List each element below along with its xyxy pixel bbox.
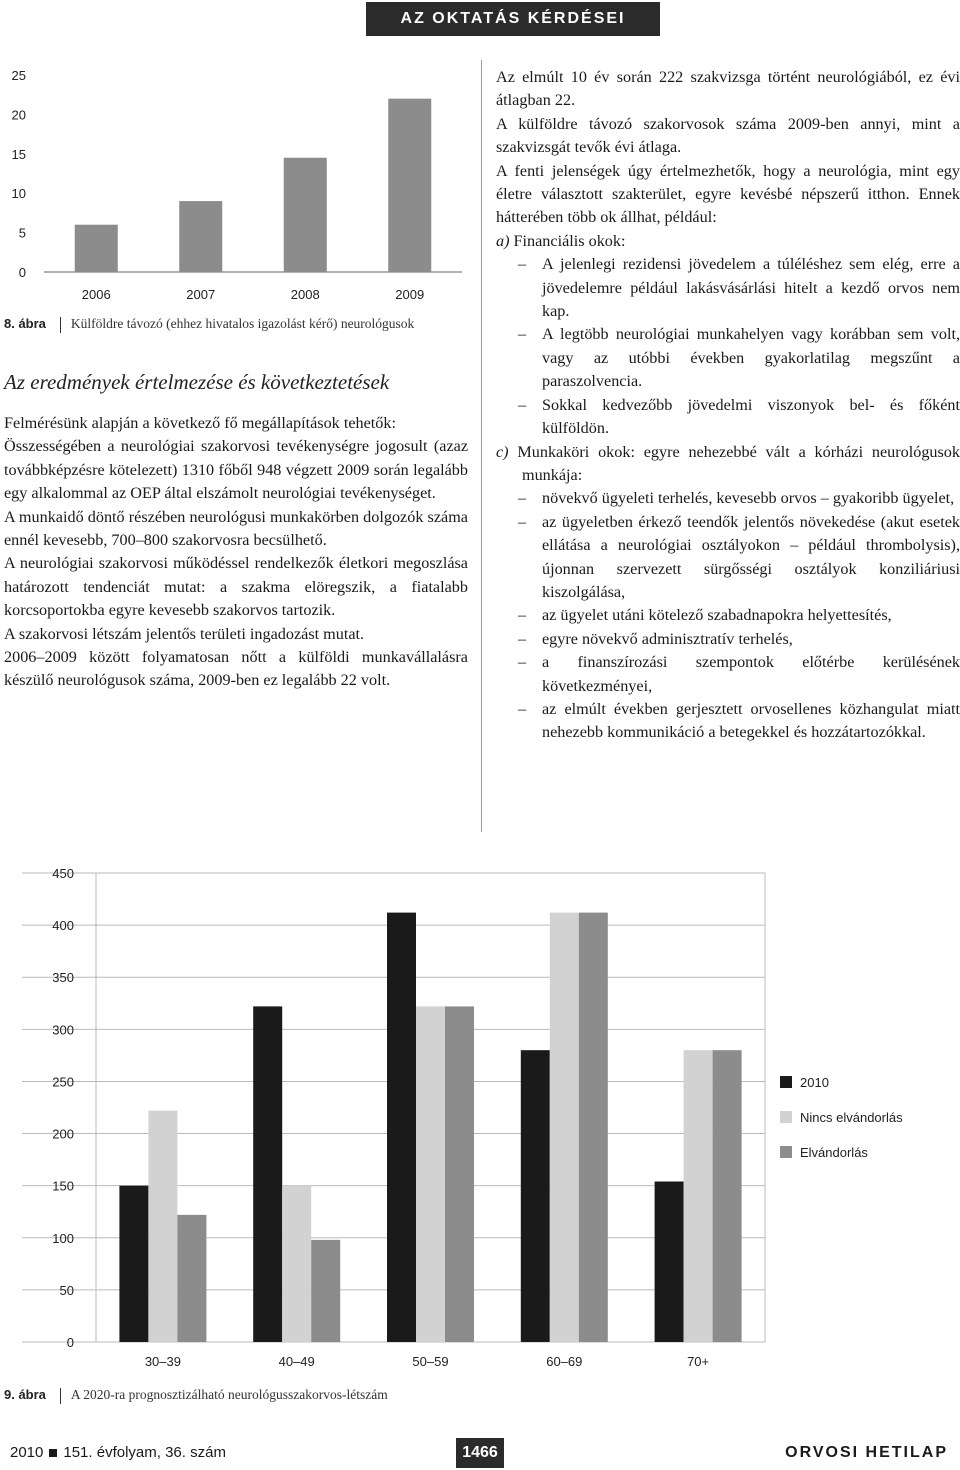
y-tick-label: 10 (11, 186, 26, 202)
paragraph: A neurológiai szakorvosi működéssel rendelkezők életkori megoszlása határozott tendenciát mutat: a szakma elöregszik, a fiatalabb korcsoportokba egyre kevesebb szakorvos tartozik. (4, 554, 468, 620)
bar-70+-nincs-elvándorlás (684, 1050, 713, 1342)
y-tick-label: 0 (18, 265, 26, 280)
section-header: AZ OKTATÁS KÉRDÉSEI (366, 2, 660, 36)
footer-issue (10, 1444, 226, 1461)
bar-2008 (284, 158, 327, 272)
left-column-text (4, 412, 468, 693)
section-title: Az eredmények értelmezése és következtetések (4, 370, 390, 394)
page-number: 1466 (456, 1438, 504, 1468)
x-tick-label: 60–69 (546, 1354, 583, 1369)
bar-40–49-elvándorlás (311, 1240, 340, 1342)
x-tick-label: 2006 (81, 287, 111, 302)
list-item: – növekvő ügyeleti terhelés, kevesebb orvos – gyakoribb ügyelet, (496, 487, 960, 510)
x-tick-label: 30–39 (144, 1354, 181, 1369)
category-a-list (496, 253, 960, 440)
y-tick-label: 150 (52, 1178, 74, 1194)
y-tick-label: 20 (11, 107, 26, 123)
y-tick-label: 50 (59, 1282, 74, 1298)
bar-30–39-nincs-elvándorlás (148, 1111, 177, 1342)
legend-label: 2010 (800, 1075, 829, 1090)
list-item: – a finanszírozási szempontok előtérbe kerülésének következményei, (496, 651, 960, 698)
x-tick-label: 2008 (290, 287, 320, 302)
footer-volume: 151. évfolyam, 36. szám (63, 1444, 226, 1461)
right-column-text (496, 66, 960, 745)
y-tick-label: 250 (52, 1074, 74, 1090)
bar-70+-elvándorlás (713, 1050, 742, 1342)
bar-60–69-2010 (521, 1050, 550, 1342)
list-item: – az elmúlt években gerjesztett orvosellenes közhangulat miatt nehezebb kommunikáció a betegekkel és hozzátartozókkal. (496, 698, 960, 745)
bar-2009 (388, 99, 431, 272)
figure9-caption (4, 1387, 388, 1404)
bar-60–69-nincs-elvándorlás (550, 913, 579, 1342)
bar-40–49-2010 (253, 1006, 282, 1342)
y-tick-label: 100 (52, 1230, 74, 1246)
y-tick-label: 25 (11, 68, 26, 83)
y-tick-label: 200 (52, 1126, 74, 1142)
paragraph: Felmérésünk alapján a következő fő megállapítások tehetők: (4, 414, 396, 432)
legend-swatch (780, 1076, 792, 1088)
y-tick-label: 300 (52, 1022, 74, 1038)
list-item: – az ügyelet utáni kötelező szabadnapokra helyettesítés, (496, 604, 960, 627)
legend-label: Elvándorlás (800, 1145, 868, 1160)
bar-40–49-nincs-elvándorlás (282, 1186, 311, 1342)
list-item: – egyre növekvő adminisztratív terhelés, (496, 628, 960, 651)
category-c (496, 441, 960, 488)
bar-2007 (179, 201, 222, 272)
y-tick-label: 15 (11, 146, 26, 162)
legend-swatch (780, 1111, 792, 1123)
figure8-caption (4, 316, 414, 333)
x-tick-label: 2009 (395, 287, 425, 302)
y-tick-label: 400 (52, 918, 74, 934)
y-tick-label: 0 (66, 1335, 74, 1350)
bar-60–69-elvándorlás (579, 913, 608, 1342)
paragraph: A munkaidő döntő részében neurológusi munkakörben dolgozók száma ennél kevesebb, 700–800 szakorvosra becsülhető. (4, 507, 468, 550)
bar-70+-2010 (655, 1181, 684, 1342)
figure9-bar-chart (0, 855, 960, 1385)
figure9-caption-text: A 2020-ra prognosztizálható neurológusszakorvos-létszám (70, 1387, 388, 1402)
column-divider (481, 60, 482, 832)
x-tick-label: 40–49 (278, 1354, 315, 1369)
category-a (496, 230, 960, 253)
category-c-label: c) (496, 442, 509, 461)
list-item: – A legtöbb neurológiai munkahelyen vagy korábban sem volt, vagy az utóbbi években gyakorlatilag megszűnt a paraszolvencia. (496, 323, 960, 393)
figure8-caption-text: Külföldre távozó (ehhez hivatalos igazolást kérő) neurológusok (70, 316, 415, 331)
y-tick-label: 350 (52, 970, 74, 986)
bar-2006 (75, 225, 118, 272)
list-item: – A jelenlegi rezidensi jövedelem a túléléshez sem elég, erre a jövedelemre például lakásvásárlási hitelt a kezdő orvos nem kap. (496, 253, 960, 323)
x-tick-label: 70+ (687, 1354, 710, 1369)
x-tick-label: 2007 (186, 287, 216, 302)
footer-year: 2010 (10, 1444, 44, 1461)
bar-50–59-2010 (387, 913, 416, 1342)
paragraph: A szakorvosi létszám jelentős területi ingadozást mutat. (4, 624, 365, 643)
journal-name: ORVOSI HETILAP (785, 1444, 948, 1461)
paragraph: A külföldre távozó szakorvosok száma 2009-ben annyi, mint a szakvizsgát tevők évi átlaga. (496, 114, 960, 157)
bar-30–39-elvándorlás (177, 1215, 206, 1342)
legend-swatch (780, 1146, 792, 1158)
page-footer (0, 1438, 960, 1470)
list-item: – az ügyeletben érkező teendők jelentős növekedése (akut esetek ellátása a neurológiai osztályokon – például thrombolysis), újonnan szervezett sürgősségi osztályok konziliáriusi kiszolgálása, (496, 511, 960, 605)
paragraph: 2006–2009 között folyamatosan nőtt a külföldi munkavállalásra készülő neurológusok száma, 2009-ben ez legalább 22 volt. (4, 648, 468, 690)
category-a-label: a) (496, 231, 510, 250)
y-tick-label: 450 (52, 866, 74, 881)
category-a-title: Financiális okok: (513, 231, 626, 250)
category-c-list (496, 487, 960, 744)
paragraph: A fenti jelenségek úgy értelmezhetők, hogy a neurológia, mint egy életre választott szakterület, egyre kevésbé népszerű itthon. Ennek hátterében több ok állhat, például: (496, 161, 960, 227)
list-item: – Sokkal kedvezőbb jövedelmi viszonyok bel- és főként külföldön. (496, 394, 960, 441)
bar-50–59-nincs-elvándorlás (416, 1006, 445, 1342)
paragraph: Összességében a neurológiai szakorvosi tevékenységre jogosult (azaz továbbképzésre kötelezett) 1310 főből 948 végzett 2009 során legalább egy alkalommal az OEP által elszámolt neurológiai tevékenységet. (4, 437, 468, 503)
figure8-number: 8. ábra (4, 316, 46, 331)
square-icon (49, 1449, 57, 1457)
bar-50–59-elvándorlás (445, 1006, 474, 1342)
x-tick-label: 50–59 (412, 1354, 449, 1369)
paragraph: Az elmúlt 10 év során 222 szakvizsga történt neurológiából, ez évi átlagban 22. (496, 68, 960, 110)
figure9-number: 9. ábra (4, 1387, 46, 1402)
y-tick-label: 5 (18, 225, 26, 241)
bar-30–39-2010 (119, 1186, 148, 1342)
legend-label: Nincs elvándorlás (800, 1110, 903, 1125)
category-c-title: Munkaköri okok: egyre nehezebbé vált a kórházi neurológusok munkája: (517, 442, 960, 484)
